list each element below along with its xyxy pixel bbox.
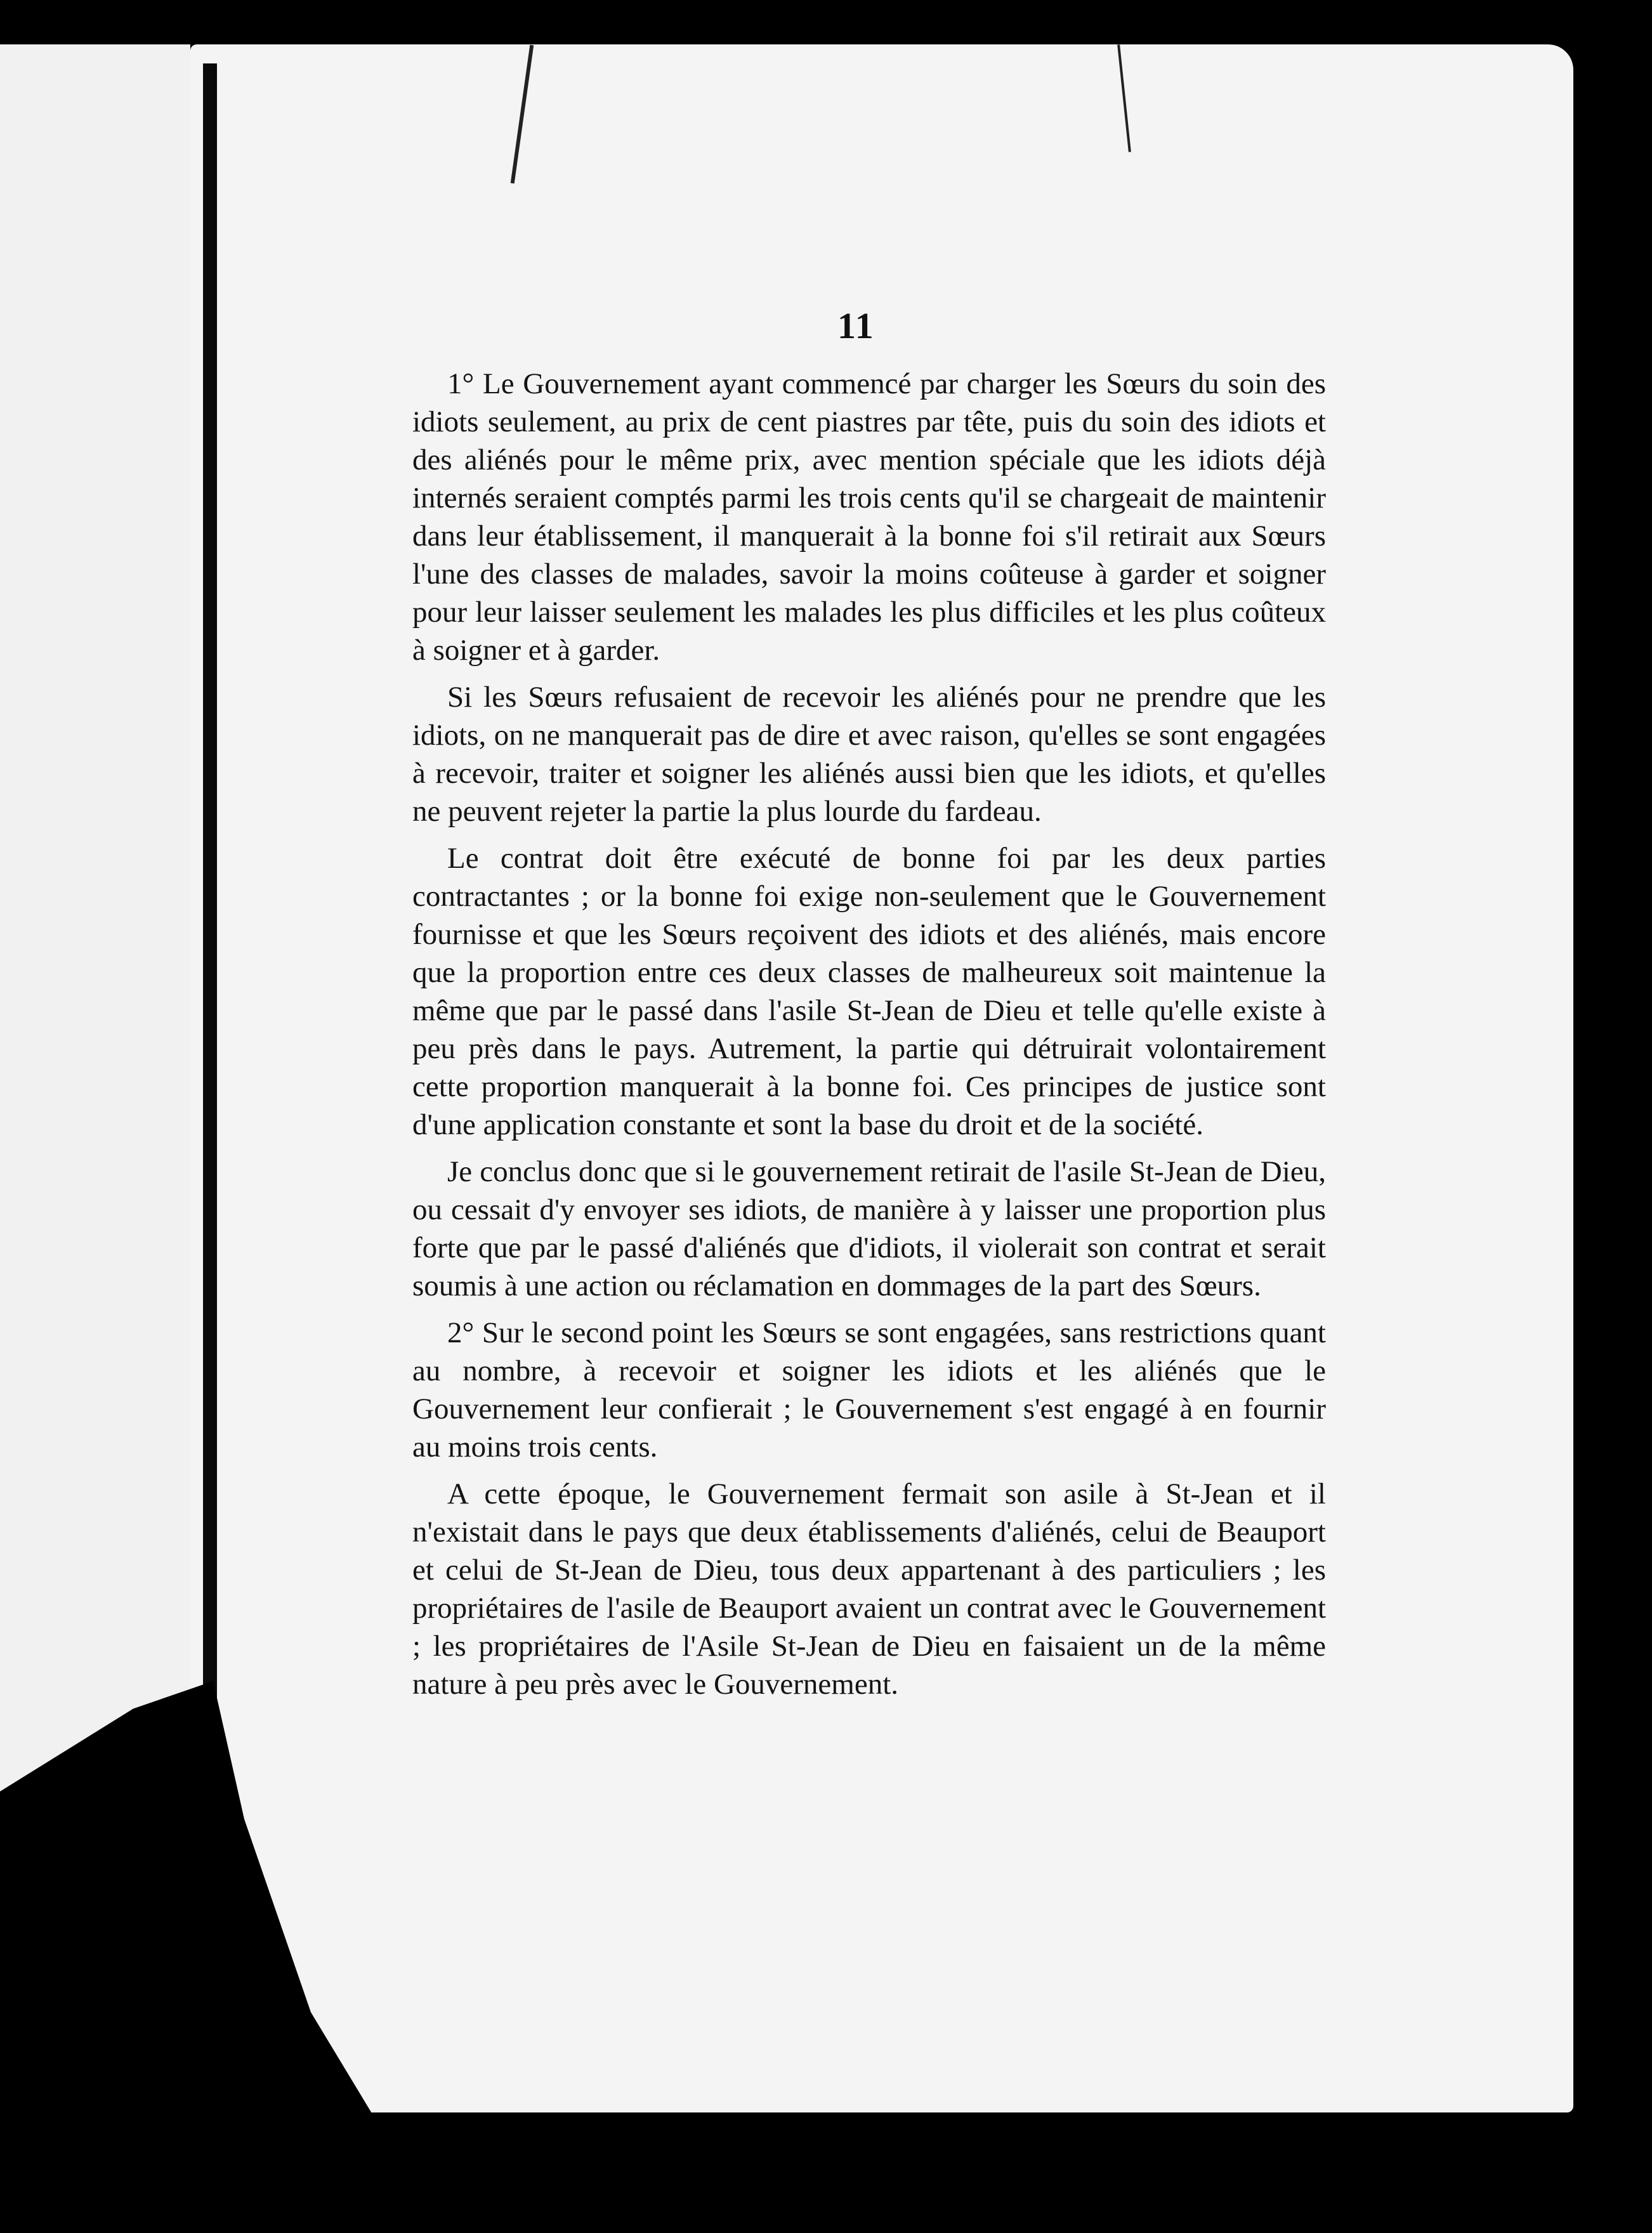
paragraph: Si les Sœurs refusaient de recevoir les aliénés pour ne prendre que les idiots, on ne manquerait pas de dire et avec raison, qu'elles se sont engagées à recevoir, traiter et soigner les aliénés aussi bien que les idiots, et qu'elles ne peuvent rejeter la partie la plus lourde du fardeau.	[412, 681, 1326, 828]
binding-gutter	[203, 63, 217, 1713]
paragraph: Le contrat doit être exécuté de bonne foi par les deux parties contractantes ; or la bonne foi exige non-seulement que le Gouvernement fournisse et que les Sœurs reçoivent des idiots et des aliénés, mais encore que la proportion entre ces deux classes de malheureux soit maintenue la même que par le passé dans l'asile St-Jean de Dieu et telle qu'elle existe à peu près dans le pays. Autrement, la partie qui détruirait volontairement cette proportion manquerait à la bonne foi. Ces principes de justice sont d'une application constante et sont la base du droit et de la société.	[412, 842, 1326, 1141]
paragraph: Je conclus donc que si le gouvernement retirait de l'asile St-Jean de Dieu, ou cessait d'y envoyer ses idiots, de manière à y laisser une proportion plus forte que par le passé d'aliénés que d'idiots, il violerait son contrat et serait soumis à une action ou réclamation en dommages de la part des Sœurs.	[412, 1155, 1326, 1302]
paragraph: 2° Sur le second point les Sœurs se sont engagées, sans restrictions quant au nombre, à recevoir et soigner les idiots et les aliénés que le Gouvernement leur confierait ; le Gouvernement s'est engagé à en fournir au moins trois cents.	[412, 1316, 1326, 1464]
paragraph: 1° Le Gouvernement ayant commencé par charger les Sœurs du soin des idiots seulement, au prix de cent piastres par tête, puis du soin des idiots et des aliénés pour le même prix, avec mention spéciale que les idiots déjà internés seraient comptés parmi les trois cents qu'il se chargeait de maintenir dans leur établissement, il manquerait à la bonne foi s'il retirait aux Sœurs l'une des classes de malades, savoir la moins coûteuse à garder et soigner pour leur laisser seulement les malades les plus difficiles et les plus coûteux à soigner et à garder.	[412, 367, 1326, 667]
page-crack	[511, 45, 534, 184]
page-number: 11	[837, 305, 875, 346]
paragraph: A cette époque, le Gouvernement fermait son asile à St-Jean et il n'existait dans le pays que deux établissements d'aliénés, celui de Beauport et celui de St-Jean de Dieu, tous deux appartenant à des particuliers ; les propriétaires de l'asile de Beauport avaient un contrat avec le Gouvernement ; les propriétaires de l'Asile St-Jean de Dieu en faisaient un de la même nature à peu près avec le Gouvernement.	[412, 1477, 1326, 1701]
page-crack	[1117, 44, 1131, 152]
body-text	[412, 365, 1326, 1712]
